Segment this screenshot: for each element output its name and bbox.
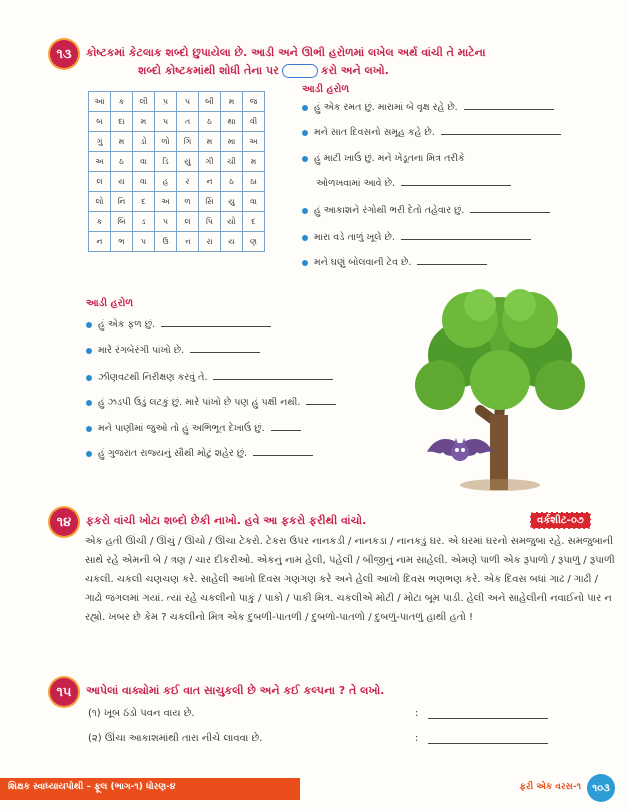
q13-badge: ૧૩ xyxy=(50,40,78,68)
q15-colon-1: : xyxy=(415,708,419,719)
grid-cell[interactable]: ળો xyxy=(155,132,177,152)
grid-cell[interactable]: યું xyxy=(177,152,199,172)
q15-item-2: (૨) ઊંચા આકાશમાંથી તારા નીચે લાવવા છે. xyxy=(88,733,263,744)
grid-cell[interactable]: ઠા xyxy=(243,172,265,192)
left-clue-3: ઝીણવટથી નિરીક્ષણ કરવું તે. xyxy=(86,372,333,383)
right-clue-3: હું માટી ખાઉં છું. મને ખેડૂતના મિત્ર તરીકે xyxy=(302,153,465,164)
footer xyxy=(0,770,629,809)
grid-row xyxy=(89,212,265,232)
grid-row xyxy=(89,112,265,132)
grid-cell[interactable]: ળ xyxy=(177,192,199,212)
grid-cell[interactable]: ત xyxy=(177,112,199,132)
right-clue-2: મને સાત દિવસનો સમૂહ કહે છે. xyxy=(302,127,561,138)
worksheet-badge: વર્કશીટ-૦૭ xyxy=(530,512,591,529)
grid-cell[interactable]: જ xyxy=(243,92,265,112)
q15-title: આપેલાં વાક્યોમાં કઈ વાત સાચુકલી છે અને કઈ કલ્પના ? તે લખો. xyxy=(86,684,385,697)
right-clue-3b: ઓળખવામાં આવે છે. xyxy=(316,178,511,189)
q15-answer-line-2[interactable] xyxy=(428,743,548,744)
grid-row xyxy=(89,132,265,152)
grid-cell[interactable]: લી xyxy=(133,92,155,112)
grid-cell[interactable]: ઉ xyxy=(155,232,177,252)
grid-cell[interactable]: મ xyxy=(221,92,243,112)
grid-cell[interactable]: યુ xyxy=(221,192,243,212)
right-clue-6: મને ઘણું બોલવાની ટેવ છે. xyxy=(302,257,487,268)
page-number: ૧૦૩ xyxy=(587,774,615,802)
grid-cell[interactable]: મ xyxy=(111,132,133,152)
blank-box-icon xyxy=(282,64,318,78)
grid-cell[interactable]: લ xyxy=(177,212,199,232)
grid-cell[interactable]: ડો xyxy=(133,132,155,152)
grid-cell[interactable]: ઠ xyxy=(199,112,221,132)
q15-badge: ૧૫ xyxy=(50,678,78,706)
grid-cell[interactable]: ણ xyxy=(243,232,265,252)
right-clue-1: હું એક રમત છું. મારામાં બે વૃક્ષ રહે છે. xyxy=(302,102,554,113)
grid-cell[interactable]: ક xyxy=(89,212,111,232)
grid-cell[interactable]: આ xyxy=(89,92,111,112)
grid-cell[interactable]: હ xyxy=(155,172,177,192)
grid-cell[interactable]: ક xyxy=(111,92,133,112)
grid-cell[interactable]: રા xyxy=(199,232,221,252)
grid-cell[interactable]: મ xyxy=(133,112,155,132)
left-section-heading: આડી હરોળ xyxy=(86,298,134,309)
footer-left-text: શિક્ષક સ્વાધ્યાયપોથી – ફૂલ (ભાગ-૧) ધોરણ-૪ xyxy=(8,782,176,792)
left-clue-2: મારે રંગબેરંગી પાંખો છે. xyxy=(86,345,260,356)
grid-row xyxy=(89,232,265,252)
grid-cell[interactable]: થા xyxy=(221,112,243,132)
grid-cell[interactable]: ગી xyxy=(199,152,221,172)
grid-cell[interactable]: મા xyxy=(221,132,243,152)
grid-cell[interactable]: ગિ xyxy=(177,132,199,152)
grid-cell[interactable]: લ xyxy=(89,172,111,192)
grid-cell[interactable]: ભ xyxy=(111,232,133,252)
q15-colon-2: : xyxy=(415,733,419,744)
grid-cell[interactable]: વા xyxy=(243,192,265,212)
word-grid xyxy=(88,91,265,252)
bat-icon xyxy=(425,432,495,472)
grid-cell[interactable]: ય xyxy=(221,232,243,252)
grid-cell[interactable]: વી xyxy=(243,112,265,132)
grid-cell[interactable]: દ xyxy=(133,192,155,212)
grid-cell[interactable]: બી xyxy=(199,92,221,112)
grid-cell[interactable]: મ xyxy=(243,152,265,172)
grid-cell[interactable]: ર xyxy=(177,172,199,192)
left-clue-4: હું ઝડપી ઉડું લટકું છું. મારે પાંખો છે પણ હું પક્ષી નથી. xyxy=(86,397,336,408)
grid-cell[interactable]: ન xyxy=(199,172,221,192)
grid-row xyxy=(89,172,265,192)
right-clue-4: હું આકાશને રંગોથી ભરી દેતો તહેવાર છું. xyxy=(302,205,550,216)
grid-cell[interactable]: અ xyxy=(89,152,111,172)
q14-story: એક હતી ઊંચી / ઊંચું / ઊંચો / ઊંચા ટેકરો. ટેકરા ઉપર નાનકડી / નાનકડા / નાનકડું ઘર. એ ઘરમાં ઘરનો સમજુબા રહે. સમજુબાની સાથે રહે એમની બે / ત્રણ / ચાર દીકરીઓ. એકનું નામ હેલી, પહેલી / બીજીનું નામ સાહેલી. એમણે પાળી એક રૂપાળો / રૂપાળું / રૂપાળી ચકલી. ચકલી ચણચણ કરે. સાહેલી આખો દિવસ ગણગણ કરે અને હેલી આખો દિવસ ભણભણ કરે. એક દિવસ બધાં ગાઢ / ગાઢી / ગાઢો જંગલમાં ગયાં. ત્યાં રહે ચકલીનો પાકું / પાકો / પાકી મિત્ર. ચકલીએ મોટી / મોટા બૂમ પાડી. હેલી અને સાહેલીની નવાઈનો પાર ન રહ્યો. ખબર છે કેમ ? ચકલીનો મિત્ર એક દુબળી-પાતળી / દુબળો-પાતળો / દુબળું-પાતળું હાથી હતો ! xyxy=(85,536,615,623)
q15-item-1: (૧) ખૂબ ઠંડો પવન વાય છે. xyxy=(88,708,195,719)
grid-cell[interactable]: વા xyxy=(133,172,155,192)
q13-title-line2: શબ્દો કોષ્ટકમાંથી શોધી તેના પર કરો અને લખો. xyxy=(138,64,389,77)
grid-cell[interactable]: બ xyxy=(89,112,111,132)
grid-cell[interactable]: પ xyxy=(133,232,155,252)
grid-cell[interactable]: પ xyxy=(177,92,199,112)
footer-right-text: ફરી એક વરસ-૧ xyxy=(519,782,581,792)
grid-cell[interactable]: ચી xyxy=(221,152,243,172)
grid-cell[interactable]: અ xyxy=(243,132,265,152)
grid-cell[interactable]: ઠ xyxy=(111,152,133,172)
grid-cell[interactable]: લો xyxy=(89,192,111,212)
left-clue-5: મને પાણીમાં જુઓ તો હું અભિભૂત દેખાઉં છું. xyxy=(86,423,301,434)
grid-row xyxy=(89,192,265,212)
q13-title-line1: કોષ્ટકમાં કેટલાક શબ્દો છુપાયેલા છે. આડી અને ઊભી હરોળમાં લખેલ અર્થ વાંચી તે માટેના xyxy=(86,46,486,59)
grid-cell[interactable]: સિ xyxy=(199,192,221,212)
grid-cell[interactable]: પ xyxy=(155,212,177,232)
grid-cell[interactable]: ન xyxy=(89,232,111,252)
grid-row xyxy=(89,152,265,172)
grid-cell[interactable]: વા xyxy=(133,152,155,172)
q14-badge: ૧૪ xyxy=(50,508,78,536)
left-clue-1: હું એક ફળ છું. xyxy=(86,319,271,330)
grid-cell[interactable]: ઙ xyxy=(133,212,155,232)
right-clue-5: મારા વડે તાળું ખૂલે છે. xyxy=(302,232,531,243)
grid-cell[interactable]: અ xyxy=(155,192,177,212)
grid-cell[interactable]: દા xyxy=(111,112,133,132)
grid-row xyxy=(89,92,265,112)
grid-cell[interactable]: ડિ xyxy=(155,152,177,172)
grid-cell[interactable]: પિ xyxy=(199,212,221,232)
grid-cell[interactable]: ય xyxy=(111,172,133,192)
q15-answer-line-1[interactable] xyxy=(428,718,548,719)
grid-cell[interactable]: યો xyxy=(221,212,243,232)
q14-title: ફકરો વાંચી ખોટા શબ્દો છેકી નાખો. હવે આ ફકરો ફરીથી વાંચો. xyxy=(86,514,367,527)
right-section-heading: આડી હરોળ xyxy=(302,84,350,95)
grid-cell[interactable]: ગું xyxy=(89,132,111,152)
grid-cell[interactable]: નિ xyxy=(111,192,133,212)
left-clue-6: હું ગુજરાત રાજ્યનું સૌથી મોટું શહેર છું. xyxy=(86,448,313,459)
grid-cell[interactable]: પ xyxy=(155,112,177,132)
grid-cell[interactable]: બિ xyxy=(111,212,133,232)
grid-cell[interactable]: ઠ xyxy=(221,172,243,192)
grid-cell[interactable]: ત્ત xyxy=(177,232,199,252)
grid-cell[interactable]: દ xyxy=(243,212,265,232)
grid-cell[interactable]: મ xyxy=(199,132,221,152)
grid-cell[interactable]: પ઼ xyxy=(155,92,177,112)
